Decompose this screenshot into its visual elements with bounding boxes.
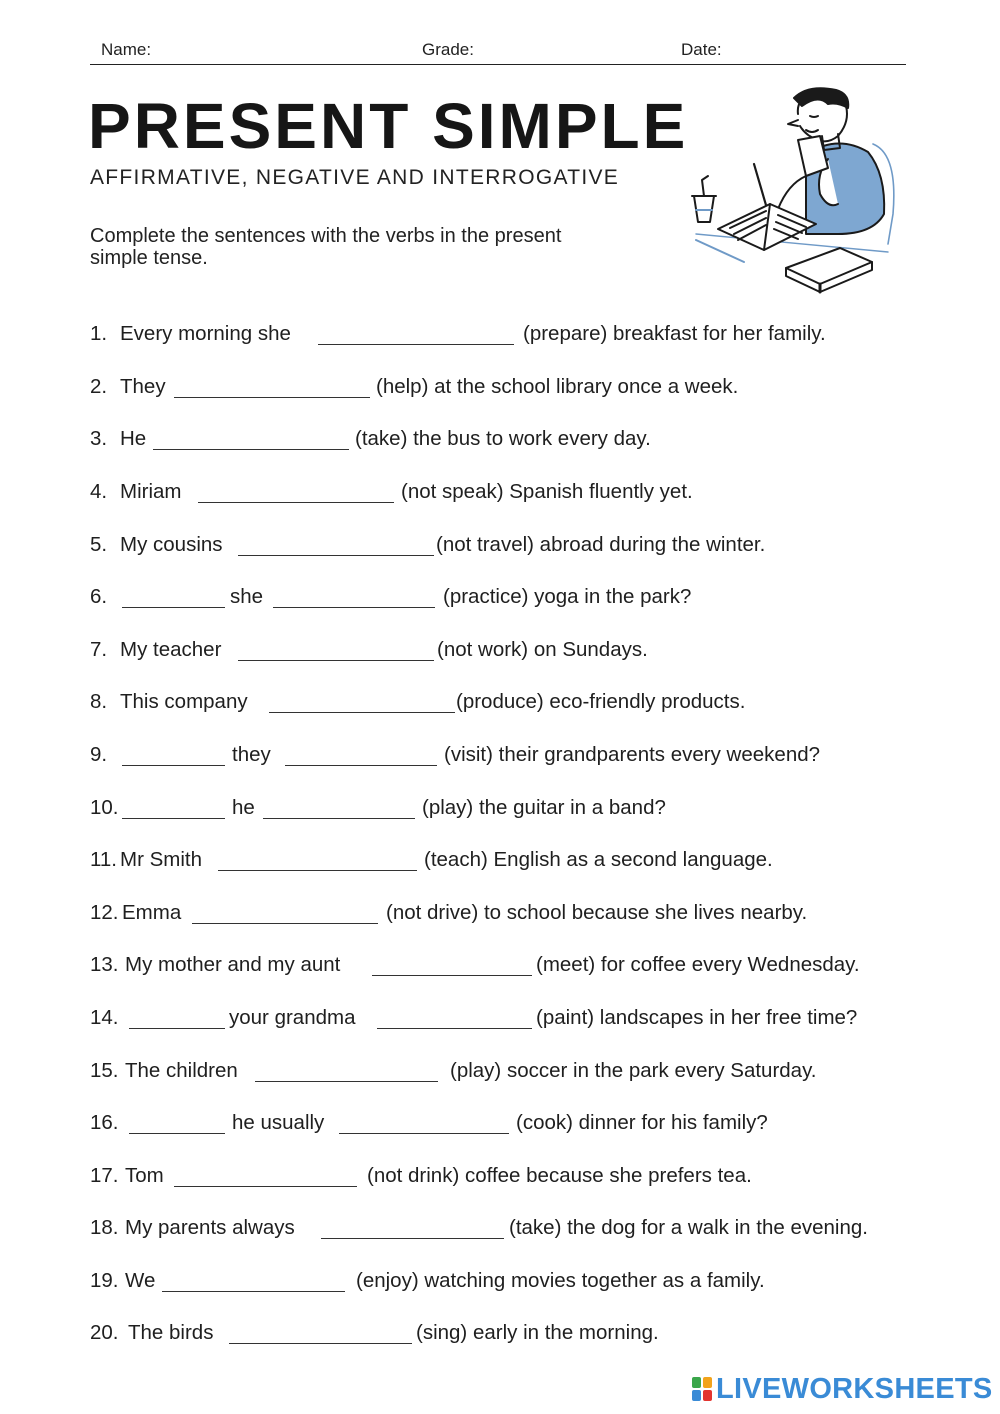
- exercise-verb-clause: (visit) their grandparents every weekend?: [444, 743, 821, 766]
- exercise-number: 7.: [90, 638, 108, 661]
- exercise-prompt: Tom: [125, 1164, 164, 1187]
- exercise-verb-clause: (play) the guitar in a band?: [422, 796, 666, 819]
- exercise-verb-clause: (take) the dog for a walk in the evening.: [509, 1216, 868, 1239]
- exercise-prompt: The birds: [128, 1321, 214, 1344]
- exercise-prompt: Every morning she: [120, 322, 291, 345]
- exercise-verb-clause: (not speak) Spanish fluently yet.: [401, 480, 693, 503]
- exercise-number: 14.: [90, 1006, 119, 1029]
- exercise-prompt: she: [230, 585, 264, 608]
- exercise-prompt: My mother and my aunt: [125, 953, 341, 976]
- answer-blank[interactable]: [174, 1186, 357, 1187]
- exercise-number: 10.: [90, 796, 119, 819]
- exercise-verb-clause: (cook) dinner for his family?: [516, 1111, 768, 1134]
- exercise-number: 9.: [90, 743, 108, 766]
- answer-blank-1[interactable]: [122, 818, 225, 819]
- exercise-verb-clause: (produce) eco-friendly products.: [456, 690, 746, 713]
- exercise-verb-clause: (paint) landscapes in her free time?: [536, 1006, 858, 1029]
- answer-blank[interactable]: [162, 1291, 345, 1292]
- exercise-prompt: He: [120, 427, 147, 450]
- exercise-verb-clause: (sing) early in the morning.: [416, 1321, 659, 1344]
- student-illustration: [688, 84, 918, 300]
- answer-blank-2[interactable]: [339, 1133, 509, 1134]
- exercise-prompt: We: [125, 1269, 156, 1292]
- exercise-verb-clause: (enjoy) watching movies together as a family.: [356, 1269, 765, 1292]
- answer-blank[interactable]: [238, 660, 434, 661]
- exercise-number: 16.: [90, 1111, 119, 1134]
- exercise-prompt: My teacher: [120, 638, 222, 661]
- answer-blank-2[interactable]: [377, 1028, 532, 1029]
- exercise-prompt: The children: [125, 1059, 238, 1082]
- exercise-verb-clause: (not travel) abroad during the winter.: [436, 533, 766, 556]
- exercise-verb-clause: (not work) on Sundays.: [437, 638, 648, 661]
- exercise-prompt: Mr Smith: [120, 848, 202, 871]
- exercise-verb-clause: (take) the bus to work every day.: [355, 427, 651, 450]
- exercise-number: 17.: [90, 1164, 119, 1187]
- date-label: Date:: [681, 40, 722, 59]
- exercise-verb-clause: (practice) yoga in the park?: [443, 585, 692, 608]
- answer-blank[interactable]: [192, 923, 378, 924]
- answer-blank[interactable]: [269, 712, 455, 713]
- exercise-prompt: he: [232, 796, 255, 819]
- answer-blank[interactable]: [218, 870, 417, 871]
- exercise-verb-clause: (meet) for coffee every Wednesday.: [536, 953, 860, 976]
- exercise-number: 8.: [90, 690, 108, 713]
- exercise-prompt: This company: [120, 690, 248, 713]
- exercise-number: 5.: [90, 533, 108, 556]
- liveworksheets-logo-text: LIVEWORKSHEETS: [716, 1373, 993, 1405]
- exercise-number: 19.: [90, 1269, 119, 1292]
- answer-blank[interactable]: [153, 449, 349, 450]
- answer-blank[interactable]: [372, 975, 532, 976]
- exercise-prompt: Emma: [122, 901, 182, 924]
- exercise-number: 4.: [90, 480, 108, 503]
- answer-blank[interactable]: [321, 1238, 504, 1239]
- answer-blank-2[interactable]: [263, 818, 415, 819]
- liveworksheets-logo-icon: [692, 1377, 712, 1401]
- answer-blank-1[interactable]: [129, 1133, 225, 1134]
- exercise-number: 1.: [90, 322, 108, 345]
- exercise-number: 6.: [90, 585, 108, 608]
- page-title: PRESENT SIMPLE: [88, 90, 689, 162]
- exercise-verb-clause: (play) soccer in the park every Saturday.: [450, 1059, 817, 1082]
- grade-label: Grade:: [422, 40, 474, 59]
- exercise-prompt: Miriam: [120, 480, 182, 503]
- answer-blank[interactable]: [198, 502, 394, 503]
- instructions: Complete the sentences with the verbs in the present simple tense.: [90, 225, 562, 269]
- answer-blank-2[interactable]: [285, 765, 437, 766]
- exercise-prompt: They: [120, 375, 166, 398]
- name-label: Name:: [101, 40, 152, 59]
- exercise-number: 13.: [90, 953, 119, 976]
- exercise-number: 20.: [90, 1321, 119, 1344]
- exercise-prompt: My cousins: [120, 533, 223, 556]
- exercise-number: 15.: [90, 1059, 119, 1082]
- answer-blank[interactable]: [174, 397, 370, 398]
- header-divider: [90, 64, 906, 65]
- exercise-verb-clause: (prepare) breakfast for her family.: [523, 322, 826, 345]
- exercise-number: 18.: [90, 1216, 119, 1239]
- exercise-prompt: he usually: [232, 1111, 325, 1134]
- answer-blank[interactable]: [318, 344, 514, 345]
- answer-blank[interactable]: [229, 1343, 412, 1344]
- exercise-number: 11.: [90, 848, 117, 871]
- exercise-prompt: your grandma: [229, 1006, 356, 1029]
- answer-blank-1[interactable]: [122, 607, 225, 608]
- answer-blank-1[interactable]: [129, 1028, 225, 1029]
- answer-blank[interactable]: [238, 555, 434, 556]
- exercise-prompt: they: [232, 743, 271, 766]
- exercise-verb-clause: (not drive) to school because she lives nearby.: [386, 901, 808, 924]
- exercise-verb-clause: (help) at the school library once a week.: [376, 375, 739, 398]
- exercise-number: 3.: [90, 427, 108, 450]
- exercise-verb-clause: (teach) English as a second language.: [424, 848, 773, 871]
- answer-blank-2[interactable]: [273, 607, 435, 608]
- exercise-number: 2.: [90, 375, 108, 398]
- page-subtitle: AFFIRMATIVE, NEGATIVE AND INTERROGATIVE: [90, 166, 620, 189]
- exercise-number: 12.: [90, 901, 119, 924]
- answer-blank[interactable]: [255, 1081, 438, 1082]
- answer-blank-1[interactable]: [122, 765, 225, 766]
- exercise-prompt: My parents always: [125, 1216, 295, 1239]
- exercise-verb-clause: (not drink) coffee because she prefers tea.: [367, 1164, 752, 1187]
